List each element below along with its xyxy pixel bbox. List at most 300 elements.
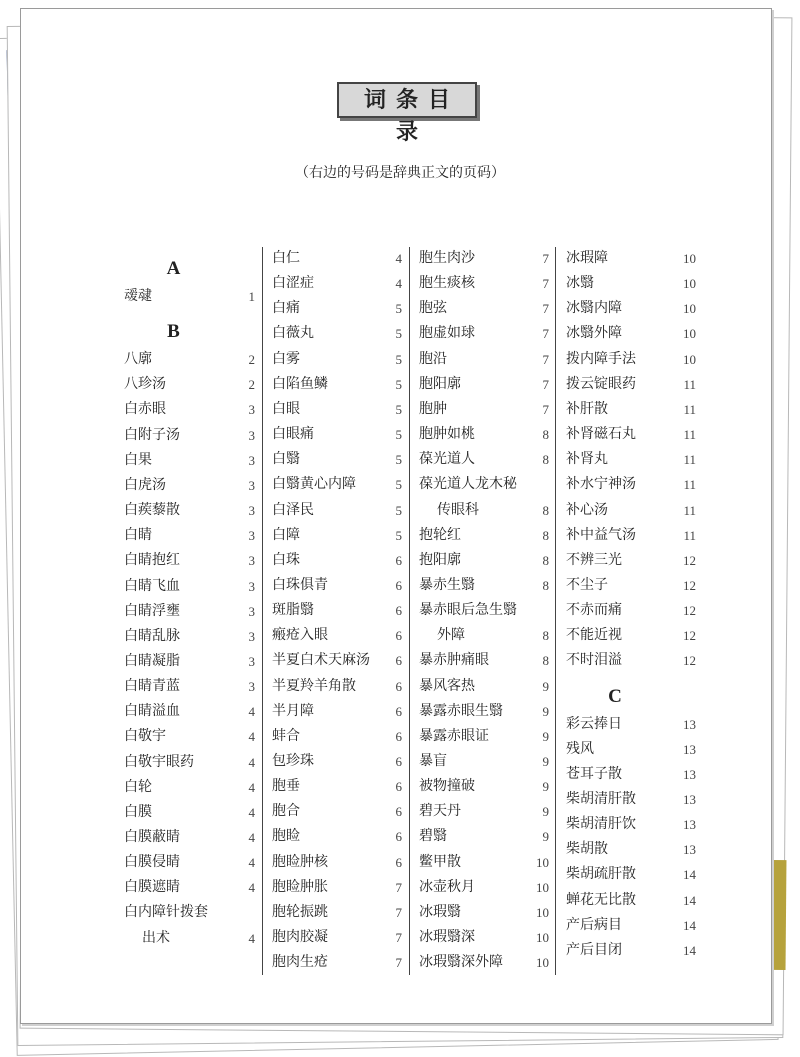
entry-page-number: 4 — [248, 830, 255, 845]
page-stack-edge — [772, 860, 787, 970]
entry-page-number: 4 — [395, 276, 402, 292]
entry-page-number: 6 — [395, 703, 402, 719]
entry-page-number: 4 — [248, 804, 255, 820]
entry-term: 胞肿如桃 — [419, 426, 475, 443]
entry-term: 暴风客热 — [419, 677, 475, 694]
entry-page-number: 4 — [248, 855, 255, 871]
entry-term: 碧翳 — [419, 828, 447, 845]
entry-page-number: 8 — [542, 502, 549, 518]
index-entry — [272, 598, 402, 623]
entry-page-number: 1 — [248, 289, 255, 304]
entry-term: 不赤而痛 — [566, 602, 622, 619]
entry-term: 柴胡清肝饮 — [566, 816, 636, 833]
index-entry — [566, 938, 696, 963]
entry-page-number: 7 — [542, 251, 549, 266]
section-letter: A — [166, 258, 181, 279]
entry-page-number: 5 — [395, 301, 402, 317]
entry-term: 半月障 — [272, 702, 314, 719]
entry-page-number: 9 — [542, 829, 549, 845]
entry-page-number: 6 — [395, 653, 402, 669]
entry-term: 补肾丸 — [566, 451, 608, 468]
entry-page-number: 12 — [683, 628, 696, 644]
index-entry — [272, 749, 402, 774]
entry-term: 暴露赤眼生翳 — [419, 702, 503, 719]
index-entry — [124, 448, 255, 473]
entry-page-number: 3 — [248, 477, 255, 493]
entry-term: 白睛飞血 — [124, 577, 180, 594]
entry-page-number: 11 — [683, 427, 696, 443]
entry-term: 冰翳 — [566, 275, 594, 292]
index-entry — [272, 296, 402, 321]
entry-page-number: 13 — [683, 716, 696, 732]
entry-term: 柴胡散 — [566, 841, 608, 858]
index-entry — [419, 523, 549, 548]
index-entry — [272, 950, 402, 975]
entry-term: 白雾 — [272, 350, 300, 367]
entry-page-number: 11 — [683, 477, 696, 493]
index-entry — [566, 862, 696, 887]
index-entry — [566, 648, 696, 673]
index-entry — [272, 699, 402, 724]
entry-page-number: 7 — [395, 930, 402, 946]
index-entry — [272, 925, 402, 950]
entry-term: 胞阳廓 — [419, 375, 461, 392]
entry-page-number: 4 — [248, 779, 255, 795]
entry-page-number: 6 — [395, 728, 402, 744]
entry-term: 补心汤 — [566, 501, 608, 518]
entry-term: 暴赤眼后急生翳 — [419, 602, 517, 619]
entry-term: 包珍珠 — [272, 753, 314, 769]
index-entry — [566, 837, 696, 862]
index-entry — [124, 775, 255, 800]
entry-page-number: 13 — [683, 817, 696, 833]
index-entry — [272, 623, 402, 648]
entry-term: 胞生痰核 — [419, 275, 475, 292]
entry-page-number: 8 — [542, 577, 549, 593]
section-letter: C — [608, 685, 622, 707]
entry-page-number: 5 — [395, 502, 402, 518]
index-entry — [419, 548, 549, 573]
entry-page-number: 9 — [542, 703, 549, 719]
index-entry — [272, 498, 402, 523]
index-entry — [419, 674, 549, 699]
index-entry — [419, 900, 549, 925]
entry-term: 胞合 — [272, 803, 300, 820]
entry-page-number: 5 — [395, 376, 402, 392]
entry-page-number: 11 — [683, 452, 696, 468]
entry-page-number: 7 — [395, 904, 402, 920]
index-entry — [566, 712, 696, 737]
entry-term: 苍耳子散 — [566, 765, 622, 782]
entry-term: 拨内障手法 — [566, 350, 636, 367]
entry-term: 白眼痛 — [272, 426, 314, 443]
entry-term: 冰瑕翳深外障 — [419, 954, 503, 971]
index-entry — [124, 674, 255, 699]
entry-page-number: 14 — [683, 942, 696, 958]
entry-term: 八珍汤 — [124, 376, 166, 393]
entry-term: 白敬宇 — [124, 728, 166, 745]
entry-page-number: 12 — [683, 552, 696, 568]
entry-term: 白仁 — [272, 250, 300, 266]
entry-page-number: 6 — [395, 854, 402, 870]
entry-term: 白睛青蓝 — [124, 678, 180, 695]
entry-page-number: 3 — [248, 528, 255, 544]
entry-page-number: 10 — [683, 251, 696, 266]
entry-term: 拨云锭眼药 — [566, 375, 636, 392]
index-entry — [124, 599, 255, 624]
index-entry — [419, 925, 549, 950]
index-entry — [419, 875, 549, 900]
entry-term: 胞沿 — [419, 350, 447, 367]
entry-term: 补肝散 — [566, 400, 608, 417]
entry-page-number: 6 — [395, 552, 402, 568]
entry-term: 冰翳外障 — [566, 325, 622, 342]
entry-term: 半夏羚羊角散 — [272, 677, 356, 694]
entry-page-number: 6 — [395, 829, 402, 845]
index-entry — [566, 271, 696, 296]
index-entry — [566, 762, 696, 787]
entry-page-number: 3 — [248, 679, 255, 695]
entry-page-number: 8 — [542, 628, 549, 644]
entry-page-number: 6 — [395, 779, 402, 795]
index-entry — [272, 850, 402, 875]
entry-page-number: 11 — [683, 376, 696, 392]
entry-page-number: 14 — [683, 917, 696, 933]
entry-term: 传眼科 — [437, 501, 479, 518]
entry-term: 被物撞破 — [419, 778, 475, 795]
entry-page-number: 5 — [395, 427, 402, 443]
index-entry — [272, 447, 402, 472]
entry-page-number: 8 — [542, 527, 549, 543]
entry-page-number: 12 — [683, 653, 696, 669]
entry-term: 冰瑕翳深 — [419, 929, 475, 946]
index-entry — [124, 574, 255, 599]
index-entry — [272, 900, 402, 925]
index-entry — [124, 649, 255, 674]
index-entry — [419, 498, 549, 523]
entry-term: 白睛抱红 — [124, 552, 180, 569]
index-entry — [124, 548, 255, 573]
entry-page-number: 10 — [683, 276, 696, 292]
entry-page-number: 12 — [683, 603, 696, 619]
entry-page-number: 7 — [395, 955, 402, 971]
index-entry — [272, 824, 402, 849]
index-entry — [419, 397, 549, 422]
entry-term: 冰瑕障 — [566, 250, 608, 266]
index-entry — [124, 624, 255, 649]
entry-term: 胞弦 — [419, 300, 447, 317]
entry-page-number: 7 — [542, 376, 549, 392]
entry-term: 补中益气汤 — [566, 526, 636, 543]
entry-term: 白蒺藜散 — [124, 502, 180, 519]
entry-page-number: 3 — [248, 503, 255, 519]
entry-term: 白泽民 — [272, 501, 314, 518]
index-entry — [419, 699, 549, 724]
entry-term: 暴赤肿痛眼 — [419, 652, 489, 669]
index-entry — [124, 699, 255, 724]
entry-term: 彩云捧日 — [566, 715, 622, 732]
entry-page-number: 6 — [395, 804, 402, 820]
entry-term: 胞轮振跳 — [272, 903, 328, 920]
entry-term: 碧天丹 — [419, 803, 461, 820]
index-entry — [124, 284, 255, 309]
entry-page-number: 7 — [542, 301, 549, 317]
entry-term: 白轮 — [124, 778, 152, 795]
index-entry — [419, 950, 549, 975]
index-entry — [566, 573, 696, 598]
index-entry — [566, 397, 696, 422]
entry-page-number: 10 — [536, 930, 549, 946]
entry-term: 不能近视 — [566, 627, 622, 644]
entry-page-number: 14 — [683, 867, 696, 883]
entry-term: 白睛 — [124, 527, 152, 544]
entry-page-number: 10 — [683, 351, 696, 367]
entry-term: 葆光道人龙木秘 — [419, 476, 517, 493]
index-entry — [566, 812, 696, 837]
entry-term: 白内障针拨套 — [124, 904, 208, 921]
index-entry — [566, 913, 696, 938]
entry-page-number: 8 — [542, 427, 549, 443]
entry-term: 白陷鱼鳞 — [272, 375, 328, 392]
entry-term: 半夏白术天麻汤 — [272, 652, 370, 669]
entry-term: 胞肉胶凝 — [272, 929, 328, 946]
entry-term: 冰壶秋月 — [419, 878, 475, 895]
entry-page-number: 8 — [542, 452, 549, 468]
entry-term: 白睛凝脂 — [124, 652, 180, 669]
entry-term: 产后目闭 — [566, 941, 622, 958]
entry-page-number: 5 — [395, 401, 402, 417]
entry-page-number: 11 — [683, 502, 696, 518]
index-entry — [566, 548, 696, 573]
index-entry — [124, 926, 255, 951]
entry-term: 白痛 — [272, 300, 300, 317]
entry-page-number: 2 — [248, 352, 255, 368]
entry-page-number: 13 — [683, 741, 696, 757]
entry-page-number: 5 — [395, 477, 402, 493]
entry-term: 白翳 — [272, 451, 300, 468]
entry-page-number: 10 — [536, 854, 549, 870]
entry-term: 外障 — [437, 627, 465, 644]
entry-page-number: 3 — [248, 653, 255, 669]
entry-page-number: 7 — [542, 326, 549, 342]
index-entry — [272, 397, 402, 422]
entry-term: 白睛溢血 — [124, 703, 180, 720]
index-entry — [124, 372, 255, 397]
entry-term: 蝉花无比散 — [566, 891, 636, 908]
entry-page-number: 11 — [683, 527, 696, 543]
entry-page-number: 3 — [248, 402, 255, 418]
index-entry — [419, 799, 549, 824]
entry-page-number: 6 — [395, 577, 402, 593]
entry-page-number: 9 — [542, 804, 549, 820]
index-entry — [272, 472, 402, 497]
entry-page-number: 3 — [248, 553, 255, 569]
entry-term: 柴胡清肝散 — [566, 791, 636, 807]
entry-page-number: 4 — [248, 754, 255, 770]
index-entry — [419, 824, 549, 849]
index-entry — [566, 321, 696, 346]
index-entry — [272, 347, 402, 372]
entry-page-number: 13 — [683, 792, 696, 807]
entry-term: 不辨三光 — [566, 551, 622, 568]
entry-term: 残风 — [566, 740, 594, 757]
entry-page-number: 8 — [542, 653, 549, 669]
entry-page-number: 4 — [248, 704, 255, 720]
entry-term: 胞垂 — [272, 778, 300, 795]
entry-term: 白障 — [272, 526, 300, 543]
entry-page-number: 4 — [248, 930, 255, 946]
index-entry — [419, 372, 549, 397]
index-entry — [419, 347, 549, 372]
entry-term: 暴露赤眼证 — [419, 727, 489, 744]
index-entry — [566, 447, 696, 472]
entry-term: 白虎汤 — [124, 476, 166, 493]
entry-page-number: 9 — [542, 754, 549, 769]
index-entry — [566, 372, 696, 397]
entry-page-number: 13 — [683, 766, 696, 782]
index-entry — [124, 523, 255, 548]
entry-page-number: 9 — [542, 678, 549, 694]
entry-page-number: 5 — [395, 527, 402, 543]
page-note: （右边的号码是辞典正文的页码） — [295, 165, 505, 181]
entry-page-number: 4 — [248, 729, 255, 745]
entry-term: 不时泪溢 — [566, 652, 622, 669]
entry-term: 冰翳内障 — [566, 300, 622, 317]
index-entry — [419, 648, 549, 673]
entry-term: 白膜蔽睛 — [124, 829, 180, 845]
index-entry — [419, 321, 549, 346]
entry-page-number: 13 — [683, 842, 696, 858]
entry-term: 胞肉生疮 — [272, 954, 328, 971]
index-entry — [272, 724, 402, 749]
index-entry — [419, 774, 549, 799]
index-entry — [419, 573, 549, 598]
entry-term: 白珠 — [272, 551, 300, 568]
index-entry — [272, 246, 402, 271]
entry-page-number: 10 — [683, 301, 696, 317]
entry-term: 八廓 — [124, 351, 152, 368]
index-entry — [272, 271, 402, 296]
index-entry — [566, 598, 696, 623]
index-entry — [566, 472, 696, 497]
index-entry — [272, 648, 402, 673]
entry-page-number: 9 — [542, 779, 549, 795]
entry-term: 叆叇 — [124, 288, 152, 304]
entry-page-number: 6 — [395, 754, 402, 769]
index-entry — [419, 422, 549, 447]
index-entry — [419, 447, 549, 472]
index-entry — [272, 523, 402, 548]
entry-page-number: 7 — [542, 276, 549, 292]
entry-term: 胞睑肿核 — [272, 853, 328, 870]
entry-term: 胞虚如球 — [419, 325, 475, 342]
index-entry — [419, 246, 549, 271]
entry-term: 白翳黄心内障 — [272, 476, 356, 493]
entry-term: 白涩症 — [272, 275, 314, 292]
entry-page-number: 4 — [248, 880, 255, 896]
index-entry — [124, 347, 255, 372]
index-entry — [419, 271, 549, 296]
entry-term: 蚌合 — [272, 727, 300, 744]
entry-page-number: 7 — [542, 351, 549, 367]
entry-page-number: 5 — [395, 351, 402, 367]
index-entry — [124, 724, 255, 749]
index-entry — [566, 787, 696, 812]
index-entry — [124, 750, 255, 775]
index-entry — [272, 321, 402, 346]
entry-term: 暴赤生翳 — [419, 576, 475, 593]
index-entry — [124, 423, 255, 448]
entry-term: 白珠俱青 — [272, 576, 328, 593]
index-entry — [124, 875, 255, 900]
section-letter: B — [167, 321, 180, 343]
entry-term: 斑脂翳 — [272, 602, 314, 619]
index-entry — [124, 473, 255, 498]
entry-page-number: 3 — [248, 603, 255, 619]
entry-term: 瘢疮入眼 — [272, 627, 328, 644]
entry-term: 葆光道人 — [419, 451, 475, 468]
entry-page-number: 4 — [395, 251, 402, 266]
entry-term: 白敬宇眼药 — [124, 753, 194, 770]
entry-term: 补肾磁石丸 — [566, 426, 636, 443]
entry-term: 白赤眼 — [124, 401, 166, 418]
entry-term: 胞肿 — [419, 400, 447, 417]
entry-term: 抱阳廓 — [419, 551, 461, 568]
entry-term: 白睛浮壅 — [124, 602, 180, 619]
entry-page-number: 6 — [395, 628, 402, 644]
index-entry — [566, 347, 696, 372]
entry-page-number: 10 — [536, 904, 549, 920]
entry-term: 出术 — [142, 929, 170, 946]
entry-term: 白膜 — [124, 803, 152, 820]
entry-page-number: 9 — [542, 728, 549, 744]
column-divider — [262, 247, 263, 975]
index-entry — [124, 498, 255, 523]
entry-term: 鳖甲散 — [419, 853, 461, 870]
page-title: 词条目录 — [337, 82, 477, 118]
entry-page-number: 10 — [683, 326, 696, 342]
entry-term: 胞生肉沙 — [419, 250, 475, 266]
index-entry — [419, 724, 549, 749]
index-entry — [272, 573, 402, 598]
index-entry — [566, 737, 696, 762]
index-entry — [272, 799, 402, 824]
index-entry — [124, 825, 255, 850]
entry-page-number: 14 — [683, 892, 696, 908]
index-entry — [566, 296, 696, 321]
entry-page-number: 3 — [248, 578, 255, 594]
entry-page-number: 3 — [248, 427, 255, 443]
index-entry — [419, 623, 549, 648]
index-entry — [124, 397, 255, 422]
entry-page-number: 5 — [395, 326, 402, 342]
entry-page-number: 12 — [683, 577, 696, 593]
entry-page-number: 3 — [248, 452, 255, 468]
column-divider — [409, 247, 410, 975]
index-entry — [566, 523, 696, 548]
index-entry — [272, 674, 402, 699]
index-entry — [272, 422, 402, 447]
entry-term: 暴盲 — [419, 753, 447, 769]
entry-term: 产后病目 — [566, 916, 622, 933]
entry-page-number: 7 — [542, 401, 549, 417]
entry-term: 白薇丸 — [272, 325, 314, 342]
entry-term: 柴胡疏肝散 — [566, 866, 636, 883]
entry-term: 白眼 — [272, 400, 300, 417]
index-entry — [566, 623, 696, 648]
entry-term: 胞睑肿胀 — [272, 878, 328, 895]
entry-page-number: 6 — [395, 603, 402, 619]
